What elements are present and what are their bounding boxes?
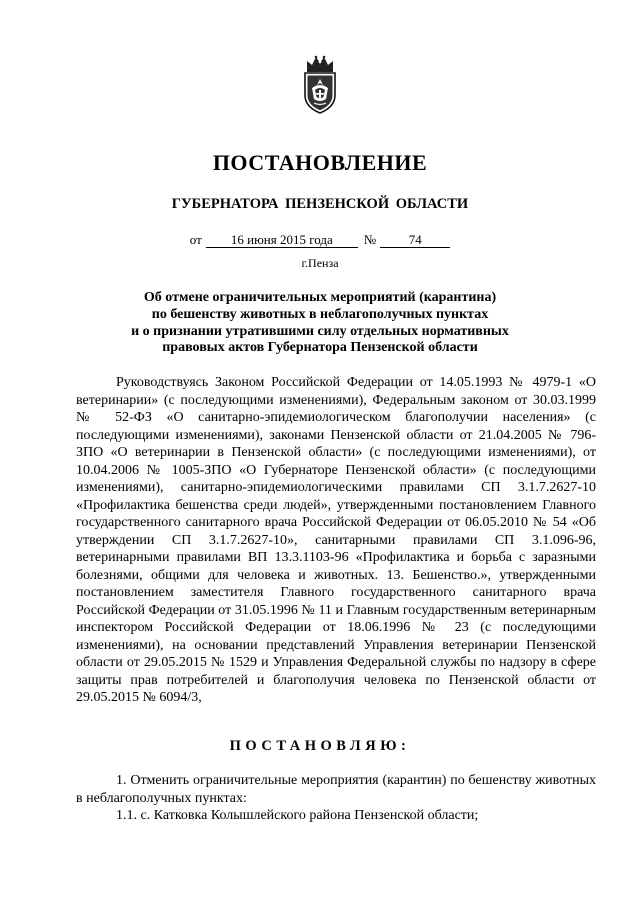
title-line: по бешенству животных в неблагополучных пунктах: [151, 306, 489, 322]
number-prefix: №: [363, 232, 377, 247]
decree-item: 1. Отменить ограничительные мероприятия (карантин) по бешенству животных в неблагополучных пунктах:: [76, 773, 596, 806]
date-prefix: от: [189, 232, 202, 247]
date-number-line: [0, 232, 640, 248]
title-line: и о признании утратившими силу отдельных нормативных: [131, 323, 509, 339]
document-number: 74: [380, 233, 450, 248]
issuing-authority: ГУБЕРНАТОРА ПЕНЗЕНСКОЙ ОБЛАСТИ: [171, 196, 469, 212]
decree-items: [76, 772, 596, 825]
document-type: ПОСТАНОВЛЕНИЕ: [212, 150, 428, 175]
city: г.Пенза: [301, 256, 339, 270]
title-line: Об отмене ограничительных мероприятий (карантина): [143, 290, 497, 305]
preamble-block: [76, 374, 596, 707]
penza-coat-of-arms-icon: [298, 55, 342, 115]
title-line: правовых актов Губернатора Пензенской области: [162, 340, 478, 356]
decree-item: 1.1. с. Катковка Колышлейского района Пензенской области;: [116, 808, 479, 823]
document-title: [120, 290, 520, 357]
preamble-paragraph: Руководствуясь Законом Российской Федерации от 14.05.1993 № 4979-1 «О ветеринарии» (с последующими изменениями), Федеральным законом от 30.03.1999 № 52-ФЗ «О санитарно-эпидемиологическом благополучии населения» (с последующими изменениями), законами Пензенской области от 21.04.2005 № 796-ЗПО «О ветеринарии в Пензенской области» (с последующими изменениями), от 10.04.2006 № 1005-ЗПО «О Губернаторе Пензенской области» (с последующими изменениями), санитарно-эпидемиологическими правилами СП 3.1.7.2627-10 «Профилактика бешенства среди людей», утвержденными постановлением Главного государственного санитарного врача Российской Федерации от 06.05.2010 № 54 «Об утверждении СП 3.1.7.2627-10», санитарными правилами СП 3.1.096-96, ветеринарными правилами ВП 13.3.1103-96 «Профилактика и борьба с заразными болезнями, общими для человека и животных. 13. Бешенство.», утвержденными постановлением заместителя Главного государственного санитарного врача Российской Федерации от 31.05.1996 № 11 и Главным государственным ветеринарным инспектором Российской Федерации от 18.06.1996 № 23 (с последующими изменениями), на основании представлений Управления ветеринарии Пензенской области от 29.05.2015 № 1529 и Управления Федеральной службы по надзору в сфере защиты прав потребителей и благополучия человека по Пензенской области от 29.05.2015 № 6094/3,: [76, 375, 596, 705]
decree-heading: ПОСТАНОВЛЯЮ:: [229, 738, 411, 754]
document-date: 16 июня 2015 года: [206, 233, 358, 248]
